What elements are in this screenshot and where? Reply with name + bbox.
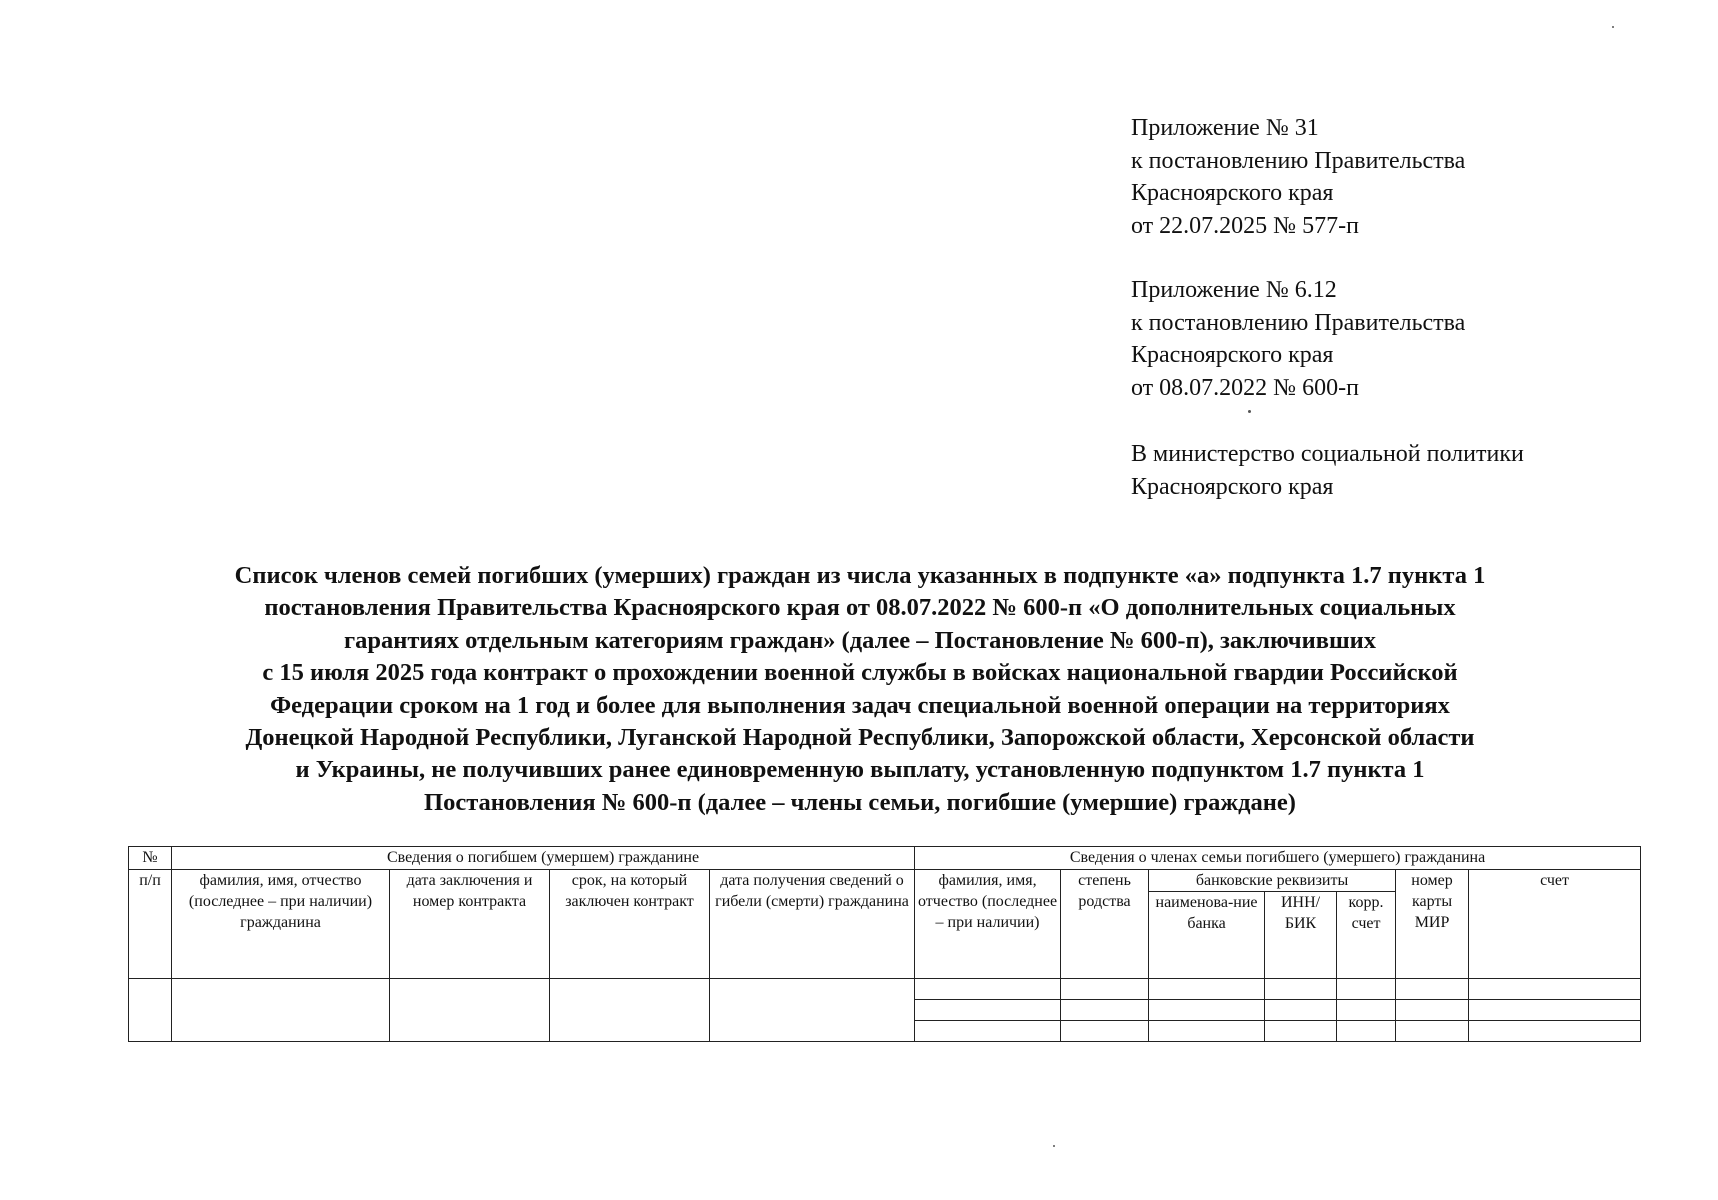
annex-line: Приложение № 31 bbox=[1131, 115, 1319, 141]
header-contract-date: дата заключения и номер контракта bbox=[390, 870, 550, 979]
header-family-fullname: фамилия, имя, отчество (последнее – при наличии) bbox=[915, 870, 1061, 979]
scan-speck bbox=[1053, 1145, 1055, 1147]
annex-line: Красноярского края bbox=[1131, 180, 1334, 206]
empty-cell bbox=[1265, 1000, 1337, 1021]
empty-cell bbox=[1265, 979, 1337, 1000]
title-line: Постановления № 600-п (далее – члены семьи, погибшие (умершие) граждане) bbox=[424, 788, 1296, 816]
title-line: и Украины, не получивших ранее единовременную выплату, установленную подпунктом 1.7 пункта 1 bbox=[295, 756, 1425, 784]
header-number-pp: п/п bbox=[129, 870, 172, 979]
addressee-block bbox=[1131, 438, 1691, 503]
annex-reference-31 bbox=[1131, 112, 1691, 242]
document-title bbox=[120, 560, 1600, 819]
empty-cell bbox=[1396, 1000, 1469, 1021]
addressee-line: Красноярского края bbox=[1131, 473, 1334, 500]
empty-cell bbox=[710, 979, 915, 1042]
empty-cell bbox=[1149, 1000, 1265, 1021]
empty-cell bbox=[915, 979, 1061, 1000]
empty-cell bbox=[1469, 979, 1641, 1000]
header-number: № bbox=[129, 847, 172, 870]
empty-cell bbox=[1265, 1021, 1337, 1042]
table-row bbox=[129, 979, 1641, 1000]
annex-line: к постановлению Правительства bbox=[1131, 147, 1466, 174]
annex-line: от 08.07.2022 № 600-п bbox=[1131, 374, 1359, 401]
title-line: Список членов семей погибших (умерших) граждан из числа указанных в подпункте «а» подпункта 1.7 пункта 1 bbox=[234, 562, 1486, 589]
header-inn-bik: ИНН/ БИК bbox=[1265, 892, 1337, 979]
header-contract-term: срок, на который заключен контракт bbox=[550, 870, 710, 979]
title-line: Федерации сроком на 1 год и более для выполнения задач специальной военной операции на территориях bbox=[270, 691, 1450, 719]
header-relation: степень родства bbox=[1061, 870, 1149, 979]
empty-cell bbox=[1337, 979, 1396, 1000]
header-account: счет bbox=[1469, 870, 1641, 979]
empty-cell bbox=[1396, 1021, 1469, 1042]
addressee-line: В министерство социальной политики bbox=[1131, 441, 1524, 467]
scan-speck bbox=[1612, 26, 1614, 28]
empty-cell bbox=[915, 1000, 1061, 1021]
title-line: гарантиях отдельным категориям граждан» (далее – Постановление № 600-п), заключивших bbox=[344, 626, 1376, 654]
title-line: Донецкой Народной Республики, Луганской Народной Республики, Запорожской области, Херсонской области bbox=[245, 724, 1475, 752]
title-line: постановления Правительства Красноярского края от 08.07.2022 № 600-п «О дополнительных социальных bbox=[264, 594, 1456, 622]
family-members-table bbox=[128, 846, 1641, 1042]
empty-cell bbox=[1396, 979, 1469, 1000]
empty-cell bbox=[1337, 1021, 1396, 1042]
empty-cell bbox=[1061, 1021, 1149, 1042]
header-death-info-date: дата получения сведений о гибели (смерти) гражданина bbox=[710, 870, 915, 979]
empty-cell bbox=[1337, 1000, 1396, 1021]
annex-line: от 22.07.2025 № 577-п bbox=[1131, 212, 1359, 239]
empty-cell bbox=[1061, 1000, 1149, 1021]
header-corr-account: корр. счет bbox=[1337, 892, 1396, 979]
empty-cell bbox=[1149, 1021, 1265, 1042]
title-line: с 15 июля 2025 года контракт о прохождении военной службы в войсках национальной гвардии Российской bbox=[262, 659, 1458, 687]
empty-cell bbox=[1469, 1021, 1641, 1042]
empty-cell bbox=[550, 979, 710, 1042]
empty-cell bbox=[915, 1021, 1061, 1042]
scan-speck bbox=[1248, 410, 1251, 413]
empty-cell bbox=[1061, 979, 1149, 1000]
header-bank-name: наименова-ние банка bbox=[1149, 892, 1265, 979]
header-deceased-group: Сведения о погибшем (умершем) гражданине bbox=[172, 847, 915, 870]
header-family-group: Сведения о членах семьи погибшего (умершего) гражданина bbox=[915, 847, 1641, 870]
empty-cell bbox=[390, 979, 550, 1042]
annex-line: Приложение № 6.12 bbox=[1131, 277, 1337, 303]
annex-line: к постановлению Правительства bbox=[1131, 309, 1466, 336]
empty-cell bbox=[172, 979, 390, 1042]
empty-cell bbox=[1149, 979, 1265, 1000]
empty-cell bbox=[1469, 1000, 1641, 1021]
annex-reference-6-12 bbox=[1131, 274, 1691, 404]
header-mir-card: номер карты МИР bbox=[1396, 870, 1469, 979]
header-bank-details: банковские реквизиты bbox=[1149, 870, 1396, 892]
header-deceased-fullname: фамилия, имя, отчество (последнее – при наличии) гражданина bbox=[172, 870, 390, 979]
annex-line: Красноярского края bbox=[1131, 342, 1334, 368]
empty-cell bbox=[129, 979, 172, 1042]
